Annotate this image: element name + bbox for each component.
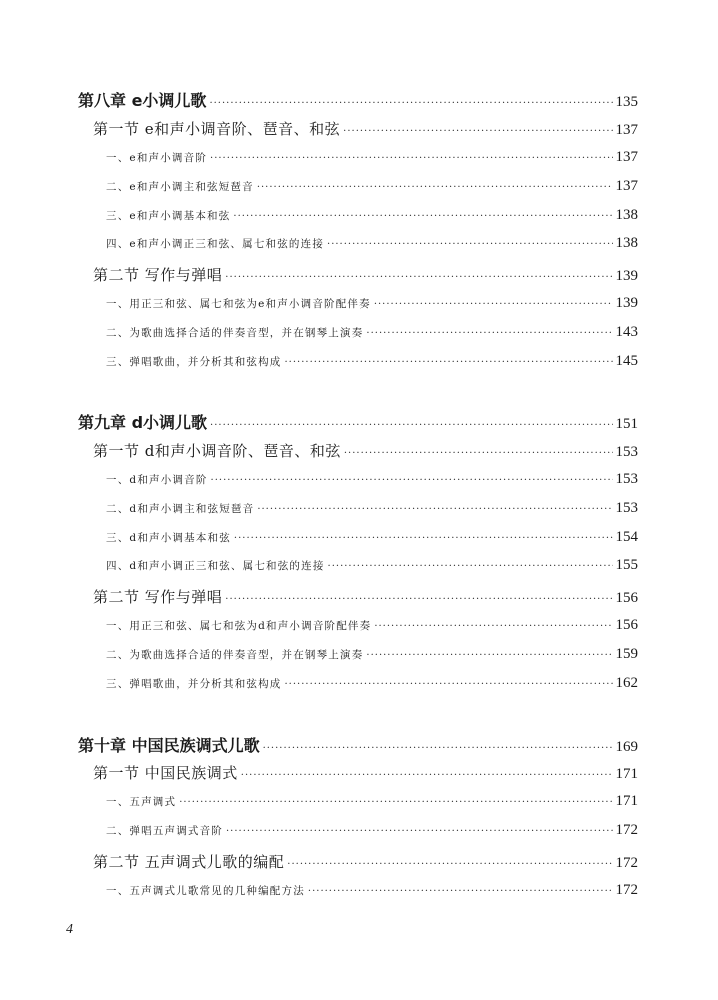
item-page: 138 (615, 235, 638, 251)
toc-chapter-9[interactable] (78, 410, 638, 433)
item-title: 三、d和声小调基本和弦 (106, 532, 231, 544)
item-title: 二、弹唱五声调式音阶 (106, 825, 223, 837)
section-page: 139 (615, 268, 638, 284)
dot-leader (328, 561, 613, 572)
item-page: 172 (615, 822, 638, 838)
dot-leader (287, 859, 612, 870)
toc-item[interactable] (106, 471, 638, 488)
chapter-title: 第八章 e小调儿歌 (78, 91, 207, 110)
section-title: 第一节 e和声小调音阶、琶音、和弦 (93, 120, 341, 138)
section-page: 171 (615, 766, 638, 782)
dot-leader (211, 475, 613, 486)
chapter-page: 169 (615, 739, 638, 755)
item-page: 155 (615, 557, 638, 573)
section-title: 第一节 d和声小调音阶、琶音、和弦 (93, 442, 341, 460)
dot-leader (344, 448, 613, 459)
toc-section[interactable] (93, 264, 638, 285)
dot-leader (209, 98, 612, 109)
toc-section[interactable] (93, 440, 638, 461)
item-title: 二、d和声小调主和弦短琶音 (106, 503, 255, 515)
section-page: 153 (615, 444, 638, 460)
dot-leader (374, 621, 612, 632)
item-title: 二、为歌曲选择合适的伴奏音型，并在钢琴上演奏 (106, 327, 364, 339)
item-title: 四、e和声小调正三和弦、属七和弦的连接 (106, 238, 325, 250)
section-title: 第二节 五声调式儿歌的编配 (93, 853, 285, 871)
dot-leader (241, 770, 613, 781)
dot-leader (257, 182, 613, 193)
item-title: 一、d和声小调音阶 (106, 474, 208, 486)
dot-leader (366, 650, 612, 661)
dot-leader (374, 299, 613, 310)
chapter-page: 135 (615, 94, 638, 110)
item-page: 159 (615, 646, 638, 662)
toc-item[interactable] (106, 149, 638, 166)
dot-leader (234, 533, 613, 544)
dot-leader (257, 504, 612, 515)
dot-leader (285, 679, 613, 690)
item-page: 138 (615, 207, 638, 223)
item-page: 154 (615, 529, 638, 545)
dot-leader (308, 886, 613, 897)
toc-item[interactable] (106, 529, 638, 546)
section-title: 第二节 写作与弹唱 (93, 266, 223, 284)
chapter-title: 第九章 d小调儿歌 (78, 413, 208, 432)
item-page: 137 (615, 149, 638, 165)
toc-item[interactable] (106, 324, 638, 341)
dot-leader (179, 797, 612, 808)
section-page: 137 (615, 122, 638, 138)
item-page: 139 (615, 295, 638, 311)
item-page: 153 (615, 471, 638, 487)
dot-leader (210, 420, 612, 431)
toc-chapter-10[interactable] (78, 733, 638, 756)
item-title: 三、弹唱歌曲，并分析其和弦构成 (106, 678, 282, 690)
toc-item[interactable] (106, 882, 638, 899)
toc-item[interactable] (106, 617, 638, 634)
dot-leader (225, 594, 612, 605)
toc-item[interactable] (106, 500, 638, 517)
toc-section[interactable] (93, 118, 638, 139)
toc-section[interactable] (93, 586, 638, 607)
item-title: 一、五声调式 (106, 796, 177, 808)
toc-item[interactable] (106, 557, 638, 574)
item-page: 137 (615, 178, 638, 194)
item-page: 162 (615, 675, 638, 691)
toc-item[interactable] (106, 295, 638, 312)
dot-leader (263, 743, 613, 754)
toc-item[interactable] (106, 793, 638, 810)
section-title: 第二节 写作与弹唱 (93, 588, 223, 606)
chapter-title: 第十章 中国民族调式儿歌 (78, 736, 260, 755)
toc-item[interactable] (106, 178, 638, 195)
dot-leader (226, 826, 613, 837)
toc-section[interactable] (93, 851, 638, 872)
dot-leader (210, 153, 612, 164)
dot-leader (233, 211, 612, 222)
toc-item[interactable] (106, 675, 638, 692)
toc-item[interactable] (106, 822, 638, 839)
item-title: 一、用正三和弦、属七和弦为e和声小调音阶配伴奏 (106, 298, 371, 310)
item-page: 143 (615, 324, 638, 340)
item-page: 145 (615, 353, 638, 369)
item-title: 四、d和声小调正三和弦、属七和弦的连接 (106, 560, 325, 572)
section-page: 156 (615, 590, 638, 606)
dot-leader (285, 357, 613, 368)
dot-leader (366, 328, 612, 339)
toc-chapter-8[interactable] (78, 88, 638, 111)
toc-item[interactable] (106, 207, 638, 224)
item-title: 三、e和声小调基本和弦 (106, 210, 231, 222)
toc-item[interactable] (106, 235, 638, 252)
section-page: 172 (615, 855, 638, 871)
item-title: 一、用正三和弦、属七和弦为d和声小调音阶配伴奏 (106, 620, 372, 632)
toc-item[interactable] (106, 353, 638, 370)
item-page: 156 (615, 617, 638, 633)
dot-leader (327, 239, 612, 250)
dot-leader (225, 272, 612, 283)
dot-leader (343, 126, 612, 137)
item-title: 一、五声调式儿歌常见的几种编配方法 (106, 885, 305, 897)
item-title: 二、为歌曲选择合适的伴奏音型，并在钢琴上演奏 (106, 649, 364, 661)
item-title: 二、e和声小调主和弦短琶音 (106, 181, 254, 193)
item-title: 三、弹唱歌曲，并分析其和弦构成 (106, 356, 282, 368)
item-title: 一、e和声小调音阶 (106, 152, 208, 164)
toc-item[interactable] (106, 646, 638, 663)
section-title: 第一节 中国民族调式 (93, 764, 238, 782)
item-page: 171 (615, 793, 638, 809)
toc-section[interactable] (93, 762, 638, 783)
chapter-page: 151 (615, 416, 638, 432)
item-page: 153 (615, 500, 638, 516)
item-page: 172 (615, 882, 638, 898)
page-number: 4 (66, 922, 73, 937)
